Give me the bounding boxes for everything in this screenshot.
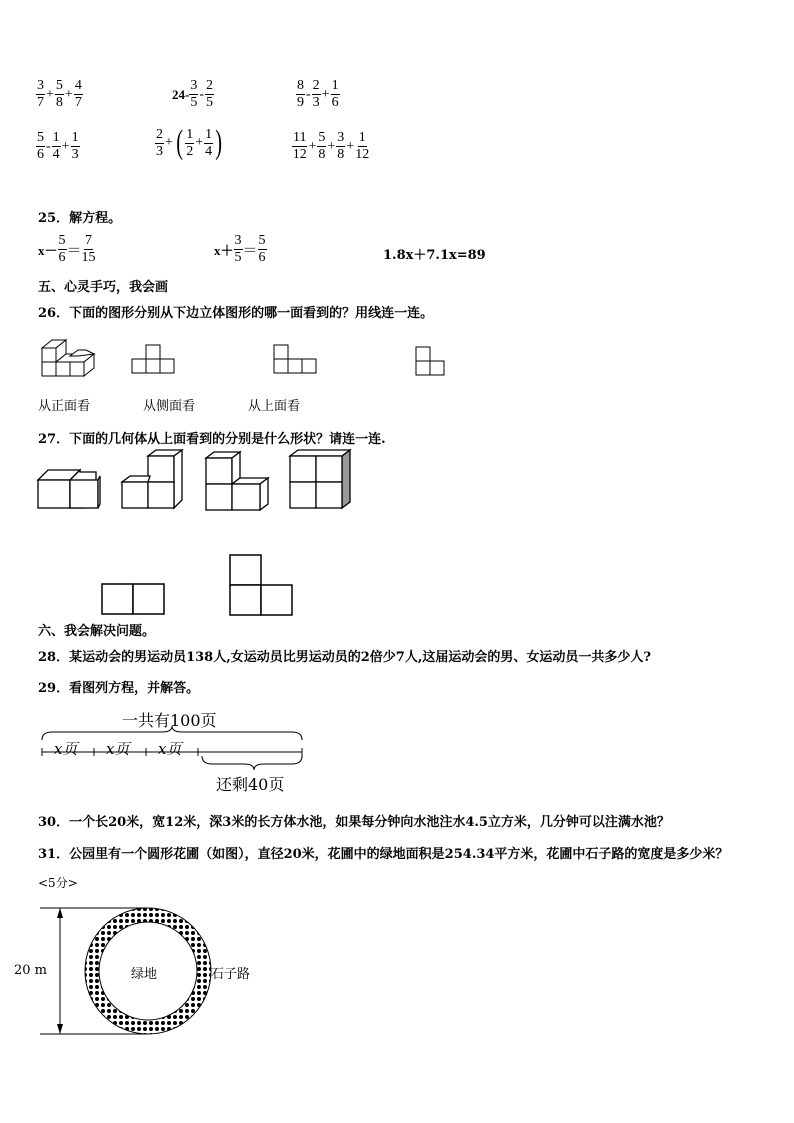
operator: + xyxy=(321,86,330,102)
calc-2-2 xyxy=(155,126,224,160)
operator: - xyxy=(199,86,205,102)
operator: + xyxy=(61,138,70,154)
q30-text: 30．一个长20米，宽12米，深3米的长方体水池，如果每分钟向水池注水4.5立方米，几分钟可以注满水池？ xyxy=(38,815,670,830)
calc-1-2 xyxy=(172,78,214,111)
q26-label: 26．下面的图形分别从下边立体图形的哪一面看到的？用线连一连。 xyxy=(38,306,434,321)
parenthesis: ( xyxy=(176,124,183,161)
equation-2: x＋ $\frac{3}{5}$ ＝ $\frac{5}{6}$ xyxy=(214,233,266,265)
fraction: $\frac{1}{4}$ xyxy=(205,126,213,159)
operator: + xyxy=(308,138,317,154)
equation-1: x－ $\frac{5}{6}$ ＝ $\frac{7}{15}$ xyxy=(38,233,96,265)
fraction: $\frac{2}{3}$ xyxy=(312,78,320,110)
operator: - xyxy=(306,86,311,102)
fraction: $\frac{11}{12}$ xyxy=(292,130,307,162)
q29-segment-1: x页 xyxy=(54,740,78,758)
q28-text: 28．某运动会的男运动员138人,女运动员比男运动员的2倍少7人,这届运动会的男、女运动员一共多少人? xyxy=(38,650,651,665)
calc-2-3 xyxy=(292,130,369,163)
q31-green-area-label: 绿地 xyxy=(131,967,158,982)
q27-solid-2 xyxy=(120,448,186,512)
section-6-heading: 六、我会解决问题。 xyxy=(38,624,156,639)
calc-1-3 xyxy=(296,78,340,111)
fraction: $\frac{1}{4}$ xyxy=(52,130,60,162)
q26-view-b xyxy=(272,343,320,377)
fraction: $\frac{1}{3}$ xyxy=(71,130,79,162)
q26-view-a xyxy=(130,343,178,377)
q26-solid-figure xyxy=(38,334,104,380)
operator: + xyxy=(195,135,204,150)
q25-label: 25．解方程。 xyxy=(38,211,122,226)
fraction: $\frac{3}{7}$ xyxy=(37,78,44,110)
q27-solid-4 xyxy=(288,448,352,512)
view-side-label: 从侧面看 xyxy=(143,399,196,414)
operator: - xyxy=(46,138,51,154)
q27-solid-1 xyxy=(36,464,102,512)
operator: + xyxy=(46,86,54,102)
calc-1-1 xyxy=(36,78,83,111)
fraction: $\frac{1}{12}$ xyxy=(355,130,370,162)
q31-score: <5分> xyxy=(38,876,78,890)
fraction: $\frac{1}{6}$ xyxy=(331,78,339,110)
view-front-label: 从正面看 xyxy=(38,399,91,414)
fraction: $\frac{1}{2}$ xyxy=(186,126,194,159)
operator: + xyxy=(346,138,355,154)
fraction: $\frac{2}{3}$ xyxy=(156,126,163,159)
fraction: $\frac{5}{8}$ xyxy=(55,78,63,110)
fraction: $\frac{5}{8}$ xyxy=(318,130,326,162)
q29-segment-3: x页 xyxy=(158,740,182,758)
operator: + xyxy=(165,135,173,150)
q27-shape-a xyxy=(100,582,166,616)
operator: + xyxy=(64,86,73,102)
q31-diameter-label: 20 m xyxy=(14,963,48,978)
q29-label: 29．看图列方程，并解答。 xyxy=(38,681,200,696)
fraction: $\frac{3}{8}$ xyxy=(337,130,345,162)
view-top-label: 从上面看 xyxy=(248,399,301,414)
q27-shape-b xyxy=(228,553,294,617)
parenthesis: ) xyxy=(215,124,223,161)
q29-remain-label: 还剩40页 xyxy=(216,775,285,794)
q26-view-c xyxy=(414,345,448,381)
q27-solid-3 xyxy=(204,450,272,512)
fraction: $\frac{3}{5}$ xyxy=(190,78,198,110)
calc-2-1 xyxy=(36,130,80,163)
operator: + xyxy=(327,138,336,154)
q31-text: 31．公园里有一个圆形花圃（如图），直径20米，花圃中的绿地面积是254.34平方米，花圃中石子路的宽度是多少米？ xyxy=(38,847,729,862)
equation-3: 1.8x＋7.1x=89 xyxy=(383,248,486,263)
fraction: $\frac{2}{5}$ xyxy=(206,78,214,110)
q27-label: 27．下面的几何体从上面看到的分别是什么形状？请连一连. xyxy=(38,432,386,447)
q29-total-label: 一共有100页 xyxy=(122,711,217,730)
fraction: $\frac{8}{9}$ xyxy=(297,78,304,110)
expression-text: 24- xyxy=(172,86,190,102)
section-5-heading: 五、心灵手巧，我会画 xyxy=(38,280,169,295)
q31-path-label: 石子路 xyxy=(211,967,251,982)
fraction: $\frac{4}{7}$ xyxy=(74,78,82,110)
q29-segment-2: x页 xyxy=(106,740,130,758)
fraction: $\frac{5}{6}$ xyxy=(37,130,44,162)
